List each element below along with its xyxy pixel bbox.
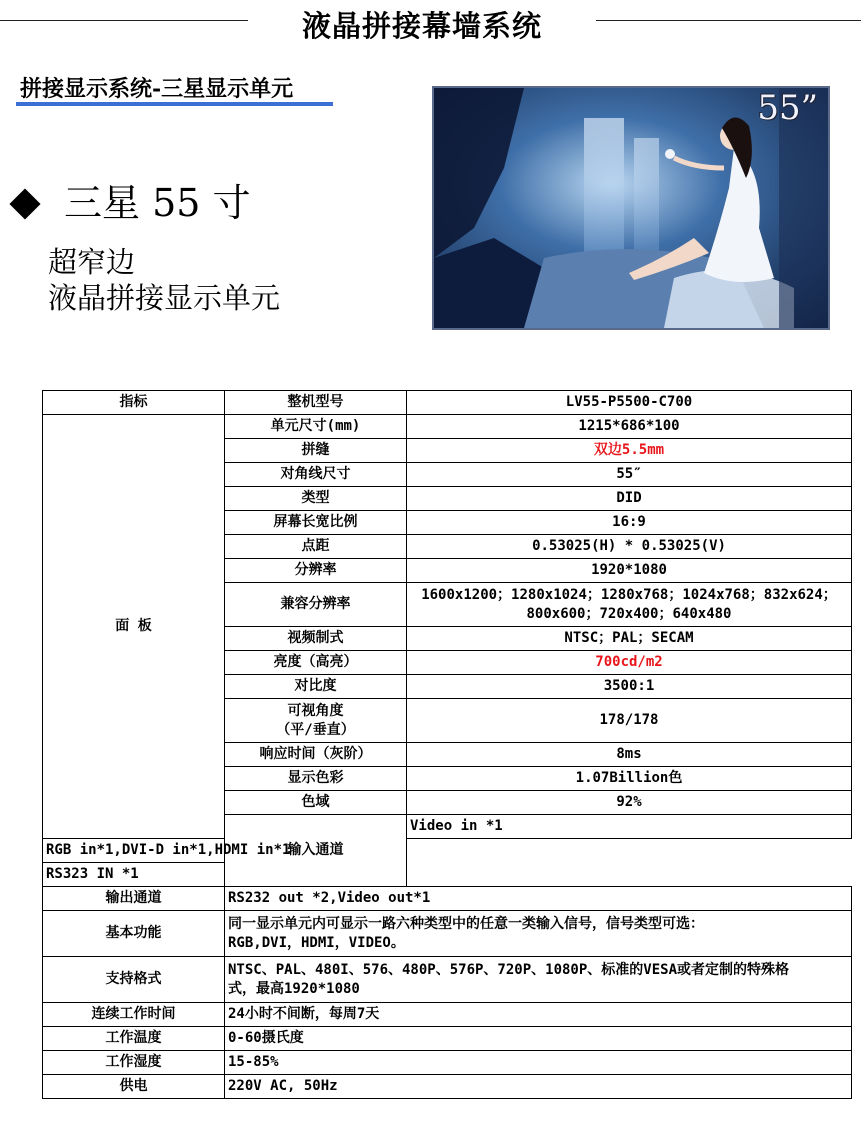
row-value: 8ms: [407, 743, 852, 767]
product-photo: [432, 86, 830, 330]
formats-line-1: NTSC、PAL、480I、576、480P、576P、720P、1080P、标准的VESA或者定制的特殊格: [228, 961, 790, 978]
input-label: 输入通道: [225, 815, 407, 887]
row-value: 1215*686*100: [407, 415, 852, 439]
row-name: 屏幕长宽比例: [225, 511, 407, 535]
row-value: 92%: [407, 791, 852, 815]
row-value: 1.07Billion色: [407, 767, 852, 791]
temp-label: 工作温度: [43, 1027, 225, 1051]
basic-label: 基本功能: [43, 911, 225, 957]
input-line: RGB in*1,DVI-D in*1,HDMI in*1: [43, 839, 407, 863]
product-headline-text: 三星 55 寸: [64, 181, 251, 225]
row-name: 视频制式: [225, 627, 407, 651]
page-title: 液晶拼接幕墙系统: [301, 9, 542, 43]
row-name: 类型: [225, 487, 407, 511]
section-underline: [16, 102, 333, 106]
table-row: [43, 839, 852, 863]
product-headline: [6, 172, 251, 227]
row-value: 1920*1080: [407, 559, 852, 583]
table-row: [43, 415, 852, 439]
table-row: [43, 887, 852, 911]
table-row: [43, 863, 852, 887]
table-row: [43, 911, 852, 957]
row-name-line-1: 可视角度: [287, 702, 344, 719]
table-header-row: [43, 391, 852, 415]
row-value: 3500:1: [407, 675, 852, 699]
header-cell-model-label: 整机型号: [225, 391, 407, 415]
row-name: 对比度: [225, 675, 407, 699]
formats-label: 支持格式: [43, 957, 225, 1003]
row-value: 双边5.5mm: [407, 439, 852, 463]
row-value: 55″: [407, 463, 852, 487]
row-value: 16:9: [407, 511, 852, 535]
product-description: [48, 244, 280, 316]
diamond-bullet-icon: [9, 188, 40, 219]
basic-value: [225, 911, 852, 957]
header-cell-indicator: 指标: [43, 391, 225, 415]
row-name: 色域: [225, 791, 407, 815]
row-value-line-2: 800x600；720x400；640x480: [526, 605, 732, 622]
output-label: 输出通道: [43, 887, 225, 911]
section-heading: 拼接显示系统-三星显示单元: [20, 76, 294, 102]
table-row: [43, 1051, 852, 1075]
continuous-value: 24小时不间断，每周7天: [225, 1003, 852, 1027]
header-cell-model-value: LV55-P5500-C700: [407, 391, 852, 415]
row-value: [407, 583, 852, 627]
panel-group-label: 面 板: [43, 415, 225, 839]
basic-line-1: 同一显示单元内可显示一路六种类型中的任意一类输入信号，信号类型可选：: [228, 915, 704, 932]
humidity-label: 工作湿度: [43, 1051, 225, 1075]
basic-line-2: RGB,DVI，HDMI，VIDEO。: [228, 934, 405, 951]
row-name: 对角线尺寸: [225, 463, 407, 487]
table-row: [43, 1027, 852, 1051]
row-name: 显示色彩: [225, 767, 407, 791]
header-rule-left: [0, 20, 248, 21]
row-value: 0.53025(H) * 0.53025(V): [407, 535, 852, 559]
row-name: 兼容分辨率: [225, 583, 407, 627]
row-name: 亮度（高亮）: [225, 651, 407, 675]
row-name: 单元尺寸(mm): [225, 415, 407, 439]
row-name-line-2: （平/垂直）: [276, 721, 355, 738]
table-row: [43, 1003, 852, 1027]
input-line: RS323 IN *1: [43, 863, 407, 887]
desc-line-1: 超窄边: [48, 245, 136, 279]
temp-value: 0-60摄氏度: [225, 1027, 852, 1051]
row-value: DID: [407, 487, 852, 511]
formats-line-2: 式，最高1920*1080: [228, 980, 360, 997]
input-line: Video in *1: [407, 815, 852, 839]
row-name: 点距: [225, 535, 407, 559]
continuous-label: 连续工作时间: [43, 1003, 225, 1027]
photo-size-label: 55”: [757, 88, 818, 128]
table-row: [43, 1075, 852, 1099]
row-name: 拼缝: [225, 439, 407, 463]
row-name: 响应时间（灰阶）: [225, 743, 407, 767]
power-value: 220V AC, 50Hz: [225, 1075, 852, 1099]
row-value-line-1: 1600x1200；1280x1024；1280x768；1024x768；832x624；: [421, 586, 837, 603]
power-label: 供电: [43, 1075, 225, 1099]
row-value: 700cd/m2: [407, 651, 852, 675]
row-value: 178/178: [407, 699, 852, 743]
desc-line-2: 液晶拼接显示单元: [48, 281, 281, 315]
table-row: [43, 957, 852, 1003]
spec-table: [42, 390, 852, 1099]
formats-value: [225, 957, 852, 1003]
row-name: 分辨率: [225, 559, 407, 583]
output-value: RS232 out *2,Video out*1: [225, 887, 852, 911]
humidity-value: 15-85%: [225, 1051, 852, 1075]
row-name: [225, 699, 407, 743]
header-rule-right: [596, 20, 861, 21]
row-value: NTSC；PAL；SECAM: [407, 627, 852, 651]
